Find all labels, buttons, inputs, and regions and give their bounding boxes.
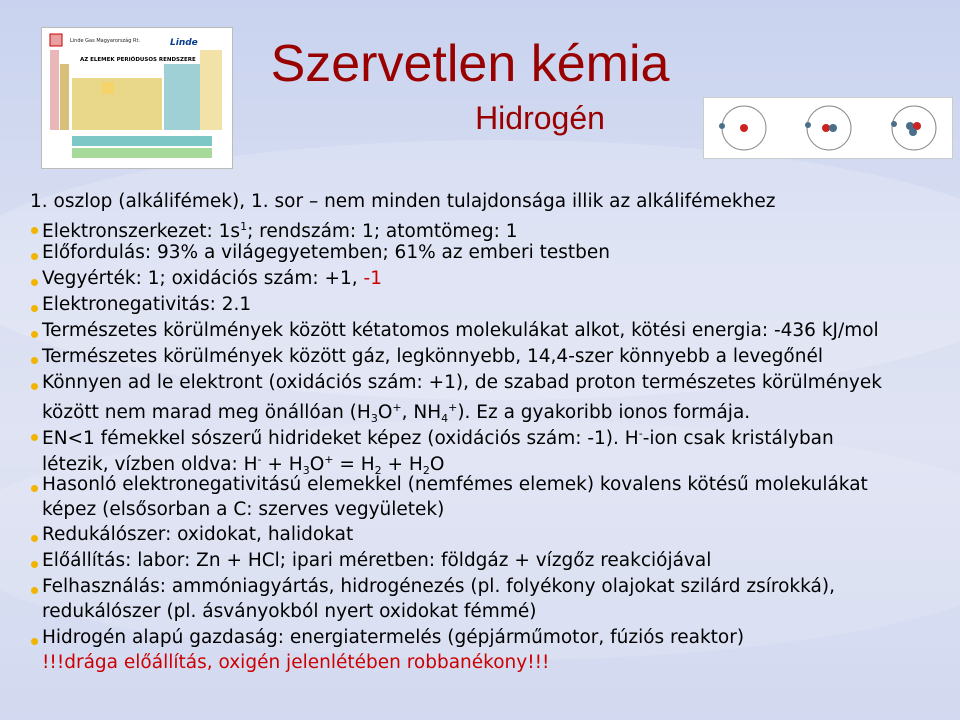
bullet <box>31 279 38 286</box>
slide-title: Szervetlen kémia <box>270 35 670 93</box>
usage-line-cont: redukálószer (pl. ásványokból nyert oxidokat fémmé) <box>42 601 537 622</box>
hydrogen-economy-line: Hidrogén alapú gazdaság: energiatermelés (gépjárműmotor, fúziós reaktor) <box>42 627 745 648</box>
reducing-agent-line: Redukálószer: oxidokat, halidokat <box>42 524 354 545</box>
bullet <box>31 485 38 492</box>
bullet <box>31 305 38 312</box>
diatomic-line: Természetes körülmények között kétatomos molekulákat alkot, kötési energia: -436 kJ/mol <box>42 320 879 341</box>
production-line: Előállítás: labor: Zn + HCl; ipari méretben: földgáz + vízgőz reakciójával <box>42 550 712 571</box>
bullet <box>31 383 38 390</box>
hydride-line: EN<1 fémekkel sószerű hidrideket képez (oxidációs szám: -1). H--ion csak kristályban <box>42 427 834 449</box>
warning-line: !!!drága előállítás, oxigén jelenlétében robbanékony!!! <box>42 652 550 673</box>
bullet <box>31 331 38 338</box>
usage-line: Felhasználás: ammóniagyártás, hidrogénezés (pl. folyékony olajokat szilárd zsírokká), <box>42 576 835 597</box>
electron-config-line: Elektronszerkezet: $1s^1$; rendszám: 1; atomtömeg: 1 <box>42 220 518 242</box>
bullet <box>31 253 38 260</box>
svg-text:Linde Gas Magyarország Rt.: Linde Gas Magyarország Rt. <box>70 38 141 44</box>
pt-brand: Linde <box>170 38 198 48</box>
valence-line: Vegyérték: 1; oxidációs szám: +1, -1 <box>42 268 382 289</box>
hydride-equation-line: létezik, vízben oldva: $H^- + H_3O^+ = H_2 + H_2O$ <box>42 453 445 477</box>
bullet <box>31 638 38 645</box>
slide-subtitle: Hidrogén <box>475 100 605 136</box>
bullet <box>31 434 38 441</box>
bullet <box>31 561 38 568</box>
covalent-line-cont: képez (elsősorban a C: szerves vegyületek) <box>42 499 445 520</box>
bullet <box>31 587 38 594</box>
pt-title: AZ ELEMEK PERIÓDUSOS RENDSZERE <box>80 57 196 63</box>
bullet <box>31 227 38 234</box>
gas-line: Természetes körülmények között gáz, legkönnyebb, 14,4-szer könnyebb a levegőnél <box>42 346 823 367</box>
intro-line: 1. oszlop (alkálifémek), 1. sor – nem minden tulajdonsága illik az alkálifémekhez <box>30 191 776 212</box>
electron-loss-line: Könnyen ad le elektront (oxidációs szám: +1), de szabad proton természetes körülmények <box>42 372 882 393</box>
bullet <box>31 357 38 364</box>
occurrence-line: Előfordulás: 93% a világegyetemben; 61% az emberi testben <box>42 242 611 263</box>
covalent-line: Hasonló elektronegativitású elemekkel (nemfémes elemek) kovalens kötésű molekulákat <box>42 474 868 495</box>
electron-loss-line-cont: között nem marad meg önállóan ($H_3O^+$, $NH_4^+$). Ez a gyakoribb ionos formája. <box>42 401 751 425</box>
bullet <box>31 535 38 542</box>
electronegativity-line: Elektronegativitás: 2.1 <box>42 294 252 315</box>
